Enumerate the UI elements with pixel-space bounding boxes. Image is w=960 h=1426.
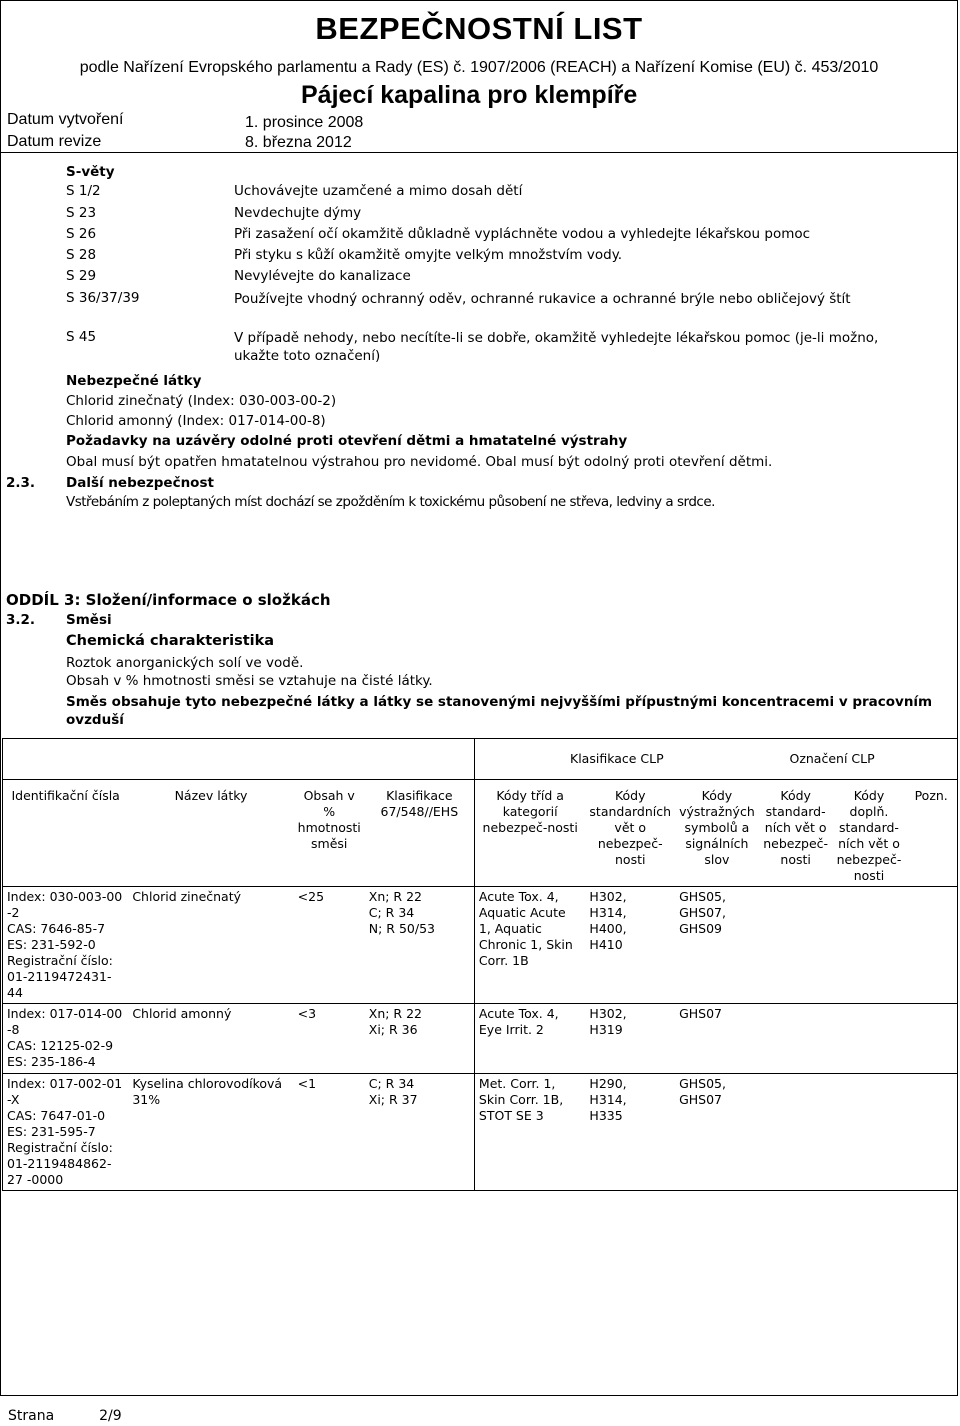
s-phrase-code: S 23 <box>66 205 97 221</box>
cell-h-codes: H302, H319 <box>585 1004 675 1074</box>
chemical-characteristic-line: Obsah v % hmotnosti směsi se vztahuje na čisté látky. <box>66 673 433 689</box>
hazardous-heading: Nebezpečné látky <box>66 373 202 389</box>
hazardous-line: Chlorid zinečnatý (Index: 030-003-00-2) <box>66 393 337 409</box>
cell-h-codes: H302, H314, H400, H410 <box>585 887 675 1004</box>
cell-ids: Index: 017-014-00 -8 CAS: 12125-02-9 ES: 235-186-4 <box>3 1004 129 1074</box>
cell-content: <3 <box>294 1004 365 1074</box>
chemical-characteristic-heading: Chemická charakteristika <box>66 633 275 649</box>
regulation-line: podle Nařízení Evropského parlamentu a Rady (ES) č. 1907/2006 (REACH) a Nařízení Komise (EU) č. 453/2010 <box>79 59 879 76</box>
cell-class67: Xn; R 22 Xi; R 36 <box>365 1004 475 1074</box>
s-phrase-code: S 1/2 <box>66 183 101 199</box>
table-row <box>3 887 958 1004</box>
cell-content: <1 <box>294 1074 365 1191</box>
cell-symbols: GHS05, GHS07 <box>675 1074 759 1191</box>
col-header: Kódy standard-ních vět o nebezpeč-nosti <box>759 780 833 887</box>
product-name: Pájecí kapalina pro klempíře <box>301 81 638 109</box>
cell-class67: Xn; R 22 C; R 34 N; R 50/53 <box>365 887 475 1004</box>
frame-left <box>0 153 1 1395</box>
s-phrase-code: S 45 <box>66 329 97 345</box>
hazardous-line: Chlorid amonný (Index: 017-014-00-8) <box>66 413 326 429</box>
other-hazards-text: Vstřebáním z poleptaných míst dochází se zpožděním k toxickému působení ne střeva, ledviny a srdce. <box>66 494 715 510</box>
cell-h-label <box>759 887 833 1004</box>
group-clp-classification: Klasifikace CLP <box>474 739 758 780</box>
s-phrase-code: S 29 <box>66 268 97 284</box>
cell-euh <box>833 1074 906 1191</box>
document-title: BEZPEČNOSTNÍ LIST <box>315 11 643 46</box>
cell-hazard-class: Met. Corr. 1, Skin Corr. 1B, STOT SE 3 <box>474 1074 585 1191</box>
cell-name: Kyselina chlorovodíková 31% <box>128 1074 293 1191</box>
section3-sub-number: 3.2. <box>6 612 36 628</box>
col-header: Kódy standardních vět o nebezpeč-nosti <box>585 780 675 887</box>
cell-hazard-class: Acute Tox. 4, Eye Irrit. 2 <box>474 1004 585 1074</box>
created-label: Datum vytvoření <box>7 111 124 128</box>
cell-h-label <box>759 1004 833 1074</box>
cell-ids: Index: 017-002-01 -X CAS: 7647-01-0 ES: 231-595-7 Registrační číslo: 01-2119484862-27 -0000 <box>3 1074 129 1191</box>
cell-note <box>905 1074 957 1191</box>
cell-euh <box>833 1004 906 1074</box>
page-footer <box>8 1408 122 1424</box>
revised-date: 8. března 2012 <box>245 134 352 151</box>
cell-content: <25 <box>294 887 365 1004</box>
chemical-characteristic-line: Roztok anorganických solí ve vodě. <box>66 655 304 671</box>
s-phrase-code: S 28 <box>66 247 97 263</box>
created-date: 1. prosince 2008 <box>245 114 364 131</box>
cell-symbols: GHS07 <box>675 1004 759 1074</box>
closures-text: Obal musí být opatřen hmatatelnou výstrahou pro nevidomé. Obal musí být odolný proti otevření dětmi. <box>66 454 773 470</box>
cell-hazard-class: Acute Tox. 4, Aquatic Acute 1, Aquatic Chronic 1, Skin Corr. 1B <box>474 887 585 1004</box>
group-clp-labelling: Označení CLP <box>789 751 875 766</box>
table-group-header-row <box>3 739 958 780</box>
frame-bottom <box>0 1395 958 1396</box>
cell-euh <box>833 887 906 1004</box>
col-header: Identifikační čísla <box>3 780 129 887</box>
s-phrase-code: S 36/37/39 <box>66 290 140 306</box>
page-label: Strana <box>8 1408 55 1424</box>
cell-note <box>905 1004 957 1074</box>
other-hazards-heading: Další nebezpečnost <box>66 475 214 491</box>
mixture-heading: Směs obsahuje tyto nebezpečné látky a látky se stanovenými nejvyššími přípustnými koncentracemi v pracovním ovzduší <box>66 694 933 728</box>
cell-name: Chlorid amonný <box>128 1004 293 1074</box>
col-header: Kódy výstražných symbolů a signálních slov <box>675 780 759 887</box>
cell-h-label <box>759 1074 833 1191</box>
cell-ids: Index: 030-003-00 -2 CAS: 7646-85-7 ES: 231-592-0 Registrační číslo: 01-2119472431-44 <box>3 887 129 1004</box>
col-header: Kódy tříd a kategorií nebezpeč-nosti <box>474 780 585 887</box>
other-hazards-number: 2.3. <box>6 475 36 491</box>
col-header: Kódy doplň. standard-ních vět o nebezpeč-nosti <box>833 780 906 887</box>
cell-h-codes: H290, H314, H335 <box>585 1074 675 1191</box>
cell-note <box>905 887 957 1004</box>
revised-label: Datum revize <box>7 133 102 150</box>
s-phrase-text: Nevdechujte dýmy <box>234 205 362 221</box>
section3-heading: ODDÍL 3: Složení/informace o složkách <box>6 591 331 609</box>
composition-table <box>2 738 958 1191</box>
col-header: Název látky <box>128 780 293 887</box>
cell-symbols: GHS05, GHS07, GHS09 <box>675 887 759 1004</box>
col-header: Obsah v % hmotnosti směsi <box>294 780 365 887</box>
s-phrase-text: V případě nehody, nebo necítíte-li se dobře, okamžitě vyhledejte lékařskou pomoc (je-li možno, ukažte toto označení) <box>234 330 879 364</box>
cell-name: Chlorid zinečnatý <box>128 887 293 1004</box>
col-header: Pozn. <box>905 780 957 887</box>
table-header-row <box>3 780 958 887</box>
s-phrase-text: Používejte vhodný ochranný oděv, ochranné rukavice a ochranné brýle nebo obličejový štít <box>234 291 851 307</box>
s-phrases-heading: S-věty <box>66 164 115 180</box>
page-number: 2/9 <box>99 1408 122 1424</box>
table-row <box>3 1074 958 1191</box>
document-header <box>0 0 958 153</box>
table-row <box>3 1004 958 1074</box>
col-header: Klasifikace 67/548//EHS <box>365 780 475 887</box>
s-phrase-text: Nevylévejte do kanalizace <box>234 268 411 284</box>
cell-class67: C; R 34 Xi; R 37 <box>365 1074 475 1191</box>
s-phrase-text: Při styku s kůží okamžitě omyjte velkým množstvím vody. <box>234 247 623 263</box>
section3-sub-heading: Směsi <box>66 612 112 628</box>
s-phrase-text: Uchovávejte uzamčené a mimo dosah dětí <box>234 183 523 199</box>
s-phrase-text: Při zasažení očí okamžitě důkladně vypláchněte vodou a vyhledejte lékařskou pomoc <box>234 226 811 242</box>
closures-heading: Požadavky na uzávěry odolné proti otevření dětmi a hmatatelné výstrahy <box>66 433 628 449</box>
s-phrase-code: S 26 <box>66 226 97 242</box>
